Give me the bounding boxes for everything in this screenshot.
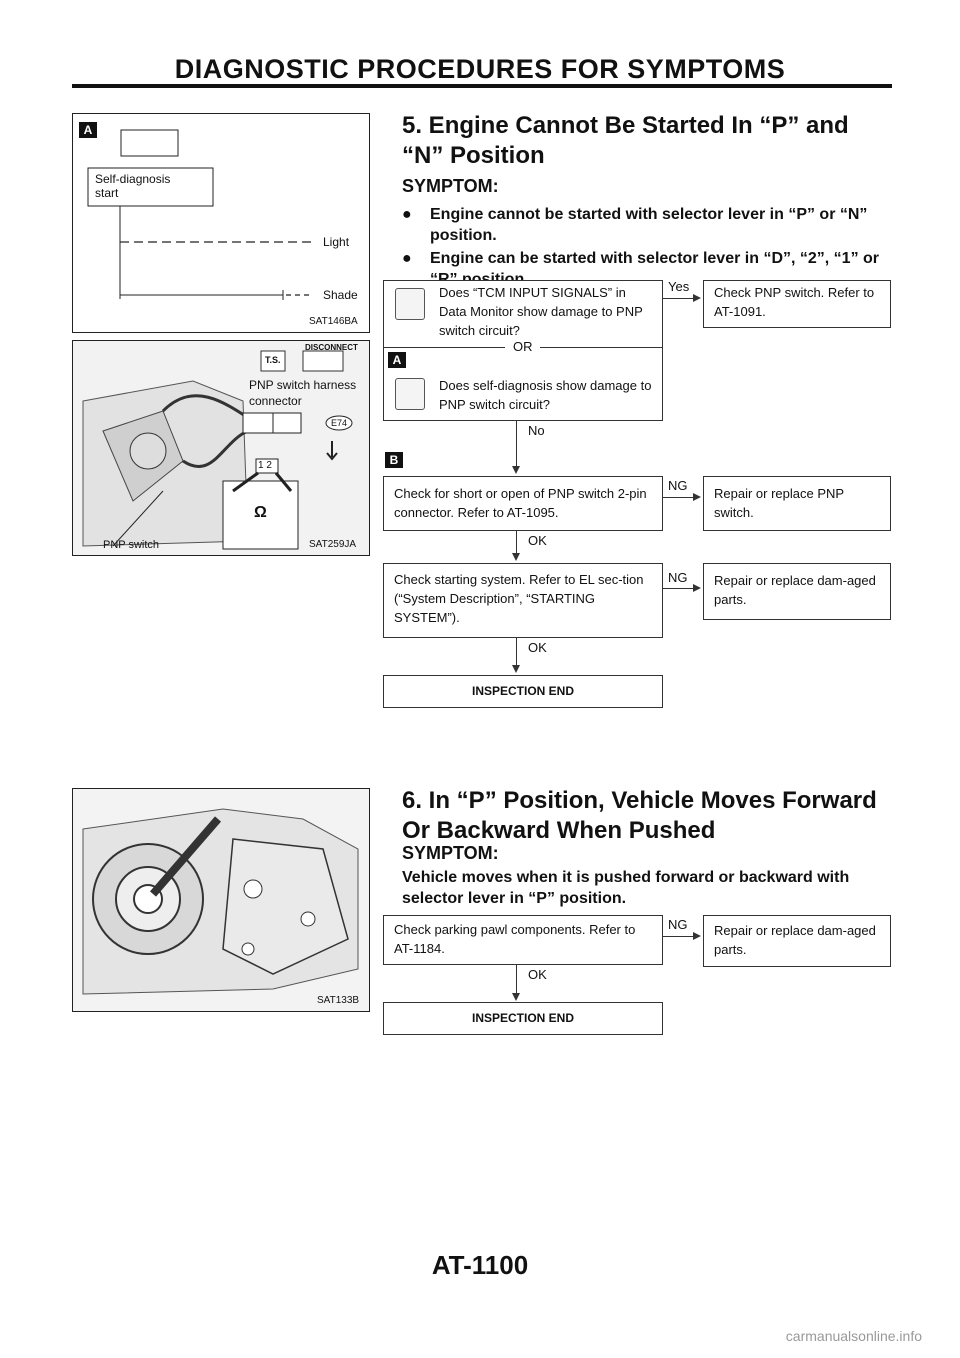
inspection-end-box-6: INSPECTION END — [383, 1002, 663, 1035]
figure-code: SAT259JA — [309, 539, 357, 550]
disconnect-label: DISCONNECT — [305, 343, 358, 352]
ok1-connector — [516, 531, 517, 555]
or-rule-left — [383, 347, 505, 348]
ng6-arrow — [693, 932, 701, 940]
page-header: DIAGNOSTIC PROCEDURES FOR SYMPTOMS — [174, 54, 786, 84]
ok6-label: OK — [528, 967, 547, 982]
light-label: Light — [323, 235, 350, 249]
pnp-connector-label: PNP switch harness connector — [249, 378, 357, 408]
ng1-label: NG — [668, 478, 688, 493]
section6-title: 6. In “P” Position, Vehicle Moves Forward Or Backward When Pushed — [402, 787, 877, 844]
data-monitor-icon — [395, 288, 425, 320]
flow-step-b: Check for short or open of PNP switch 2-pin connector. Refer to AT-1095. — [394, 486, 647, 520]
section5-symptom-label: SYMPTOM: — [402, 176, 499, 196]
ohm-symbol: Ω — [254, 504, 267, 521]
no-arrow — [512, 466, 520, 474]
ok6-arrow — [512, 993, 520, 1001]
section5-title: 5. Engine Cannot Be Started In “P” and “N” Position — [402, 112, 849, 169]
figure-pnp-switch — [72, 340, 370, 556]
section5-bullet-2: Engine can be started with selector lever in “D”, “2”, “1” or — [430, 250, 880, 267]
ng1-action-text: Repair or replace PNP switch. — [714, 486, 844, 520]
ok2-label: OK — [528, 640, 547, 655]
watermark: carmanualsonline.info — [785, 1328, 922, 1344]
badge-a-flow: A — [388, 352, 406, 368]
or-rule-right — [540, 347, 663, 348]
ng2-label: NG — [668, 570, 688, 585]
badge-b: B — [385, 452, 403, 468]
ng1-connector — [663, 497, 693, 498]
self-diagnosis-start-label: Self-diagnosis start — [95, 172, 171, 200]
ok1-arrow — [512, 553, 520, 561]
ok2-arrow — [512, 665, 520, 673]
section6-symptom-label: SYMPTOM: — [402, 843, 499, 863]
ng6-label: NG — [668, 917, 688, 932]
ok6-connector — [516, 965, 517, 993]
yes-action-text: Check PNP switch. Refer to AT-1091. — [714, 285, 875, 319]
badge-a: A — [79, 122, 97, 138]
flow-step-a2: Does self-diagnosis show damage to PNP switch circuit? — [439, 378, 652, 412]
ok1-label: OK — [528, 533, 547, 548]
ng1-arrow — [693, 493, 701, 501]
no-connector — [516, 421, 517, 468]
figure-self-diagnosis — [72, 113, 370, 333]
yes-label: Yes — [668, 279, 690, 294]
ts-label: T.S. — [265, 355, 281, 365]
ng6-connector — [663, 936, 693, 937]
page-number: AT-1100 — [431, 1250, 529, 1280]
yes-arrow — [693, 294, 701, 302]
ng2-action-text: Repair or replace dam-aged parts. — [714, 573, 876, 607]
inspection-end-box-5: INSPECTION END — [383, 675, 663, 708]
bullet-2-marker: ● — [402, 250, 412, 267]
ok2-connector — [516, 638, 517, 666]
yes-connector — [663, 298, 693, 299]
or-label: OR — [513, 339, 533, 354]
shade-label: Shade — [323, 288, 358, 302]
figure-parking-pawl — [72, 788, 370, 1012]
flow-step-6: Check parking pawl components. Refer to AT-1184. — [394, 922, 636, 956]
section5-bullet-1: Engine cannot be started with selector lever in “P” or “N” position. — [430, 206, 868, 244]
self-diagnosis-icon — [395, 378, 425, 410]
flow-step-a1: Does “TCM INPUT SIGNALS” in Data Monitor show damage to PNP switch circuit? — [439, 285, 643, 338]
connector-id: E74 — [331, 418, 348, 428]
parking-pawl-illustration — [73, 789, 369, 1011]
figure-code: SAT133B — [317, 995, 360, 1006]
ng6-action-text: Repair or replace dam-aged parts. — [714, 923, 876, 957]
pnp-switch-label: PNP switch — [103, 539, 160, 551]
ng2-connector — [663, 588, 693, 589]
flow-step-c: Check starting system. Refer to EL sec-tion (“System Description”, “STARTING SYSTEM”). — [394, 572, 644, 625]
header-rule — [72, 84, 892, 88]
ng2-arrow — [693, 584, 701, 592]
pnp-switch-illustration — [73, 341, 369, 555]
pin-numbers: 1 2 — [258, 460, 272, 471]
no-label: No — [528, 423, 545, 438]
figure-code: SAT146BA — [309, 316, 358, 327]
bullet-1-marker: ● — [402, 206, 412, 223]
section6-description: Vehicle moves when it is pushed forward or backward with selector lever in “P” position. — [402, 869, 850, 907]
